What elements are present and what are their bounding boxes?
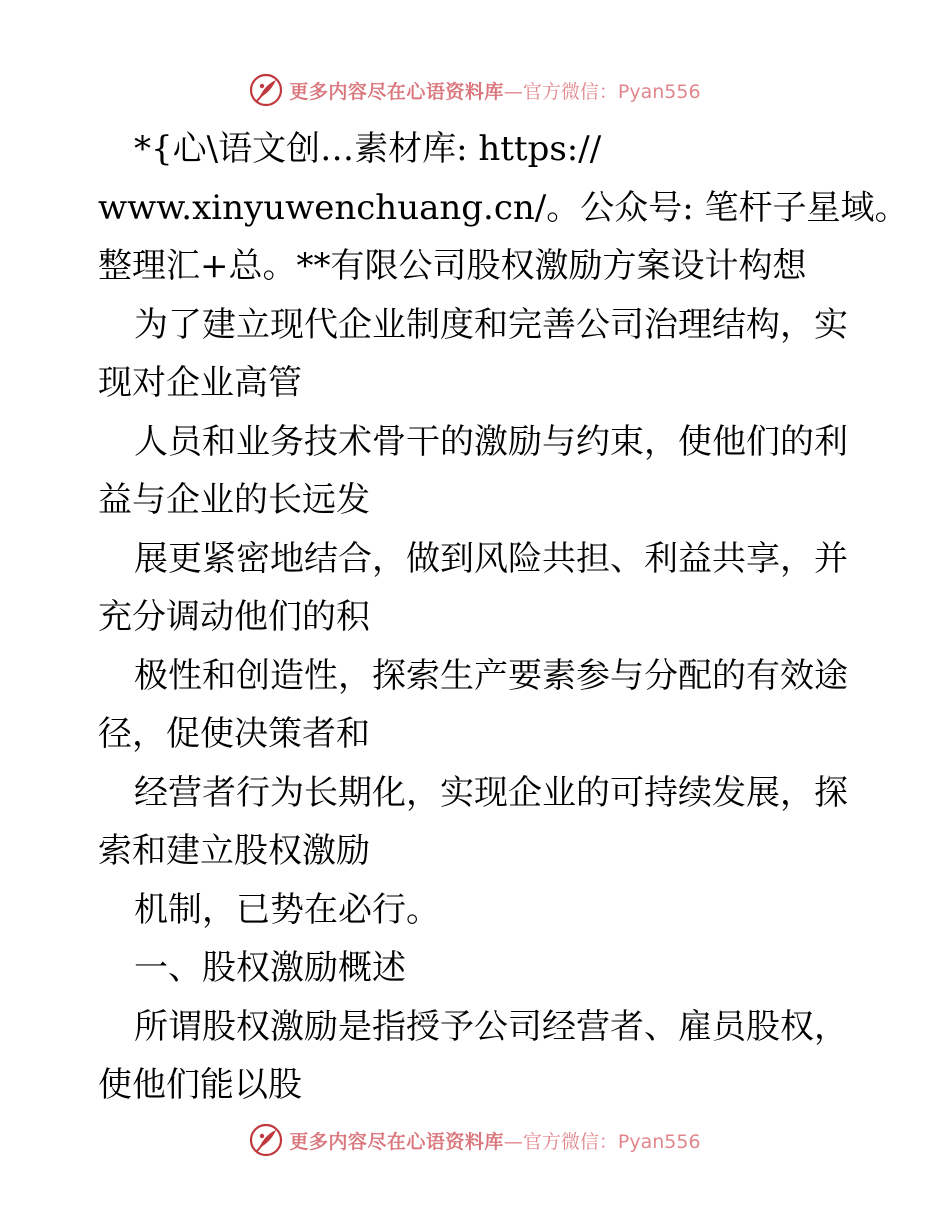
body-line: 人员和业务技术骨干的激励与约束，使他们的利 bbox=[134, 421, 848, 462]
feather-logo-icon bbox=[249, 73, 283, 107]
body-line: 为了建立现代企业制度和完善公司治理结构，实 bbox=[134, 304, 848, 345]
body-line: 现对企业高管 bbox=[98, 363, 302, 403]
banner-wechat-text: —官方微信：Pyan556 bbox=[503, 80, 701, 103]
document-body bbox=[98, 120, 909, 1115]
body-line: www.xinyuwenchuang.cn/。公众号: 笔杆子星域。 bbox=[98, 187, 909, 228]
body-line: 径，促使决策者和 bbox=[98, 714, 370, 754]
body-line: 经营者行为长期化，实现企业的可持续发展，探 bbox=[134, 772, 848, 813]
banner-site-text: 更多内容尽在心语资料库 bbox=[289, 80, 504, 103]
body-line: 展更紧密地结合，做到风险共担、利益共享，并 bbox=[134, 538, 848, 579]
body-line: 充分调动他们的积 bbox=[98, 597, 370, 637]
footer-banner bbox=[0, 1122, 950, 1158]
feather-logo-icon bbox=[249, 1123, 283, 1157]
body-line: 使他们能以股 bbox=[98, 1065, 302, 1105]
body-line: 整理汇+总。**有限公司股权激励方案设计构想 bbox=[98, 246, 807, 286]
section-heading: 一、股权激励概述 bbox=[134, 948, 406, 988]
banner-wechat-text: —官方微信：Pyan556 bbox=[503, 1130, 701, 1153]
body-line: 极性和创造性，探索生产要素参与分配的有效途 bbox=[134, 655, 848, 696]
body-line: 索和建立股权激励 bbox=[98, 831, 370, 871]
body-line: 所谓股权激励是指授予公司经营者、雇员股权， bbox=[134, 1006, 848, 1047]
header-banner bbox=[0, 72, 950, 108]
body-line: *{心\语文创…素材库: https:// bbox=[134, 129, 602, 169]
body-line: 机制，已势在必行。 bbox=[134, 889, 440, 930]
body-line: 益与企业的长远发 bbox=[98, 480, 370, 520]
banner-site-text: 更多内容尽在心语资料库 bbox=[289, 1130, 504, 1153]
